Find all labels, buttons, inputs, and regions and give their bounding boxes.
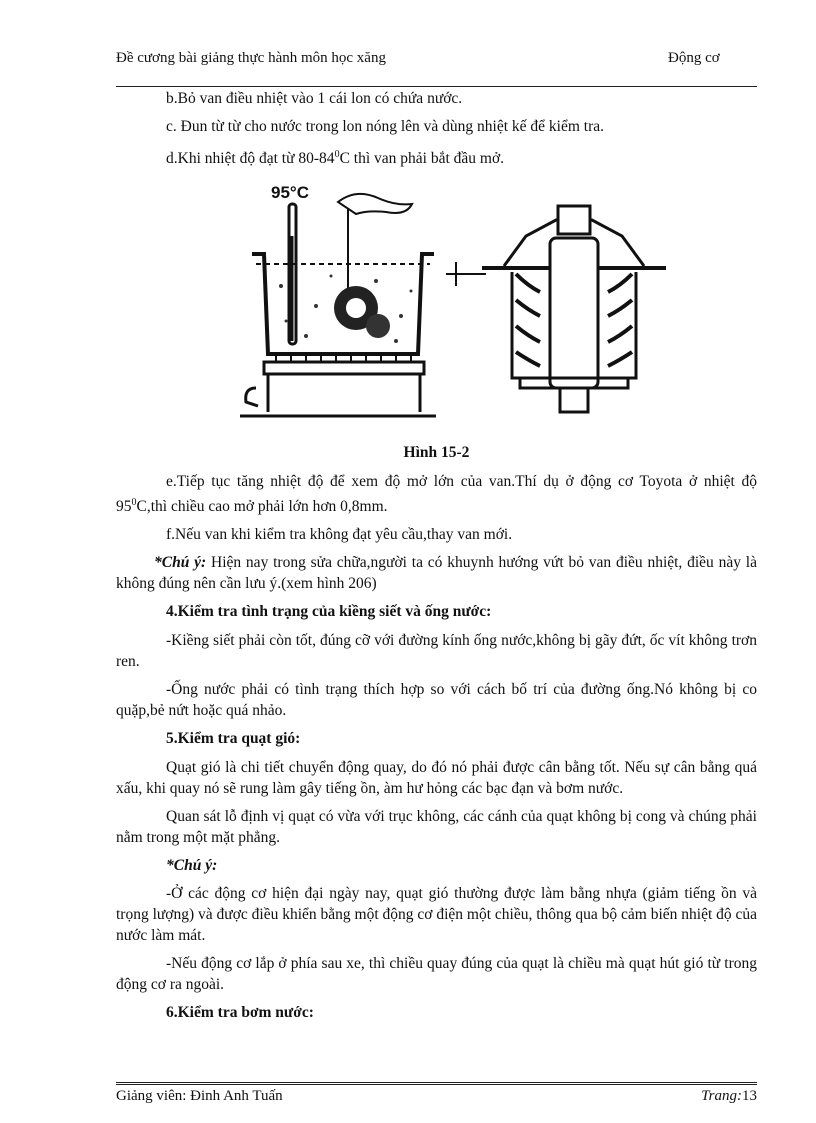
thermostat-cutaway-icon [446,206,666,412]
step-d [116,144,757,169]
step-d-text-end: C thì van phải bắt đầu mở. [339,150,505,168]
page-label: Trang: [701,1088,742,1104]
footer-rule [116,1082,757,1085]
section-5-note-label [116,855,757,876]
degree-sup: 0 [334,149,340,160]
section-5-heading: 5.Kiểm tra quạt gió: [166,730,301,748]
step-e-text-end: C,thì chiều cao mở phải lớn hơn 0,8mm. [136,498,388,516]
section-5-paragraph-2: Quan sát lỗ định vị quạt có vừa với trục không, các cánh của quạt không bị cong và chúng phải nằm trong một mặt phẳng. [116,808,757,847]
step-e [116,471,757,517]
stove-burner-icon [264,362,424,374]
header-course-title: Đề cương bài giảng thực hành môn học xăng [116,50,386,66]
page-footer [116,1088,757,1105]
step-c: c. Đun từ từ cho nước trong lon nóng lên và dùng nhiệt kế để kiểm tra. [166,118,605,135]
section-5-paragraph-4: -Nếu động cơ lắp ở phía sau xe, thì chiều quay đúng của quạt là chiều mà quạt hút gió từ trong động cơ ra ngoài. [116,955,757,994]
temperature-label: 95°C [271,183,309,203]
thermostat-illustration [116,176,757,438]
step-d-text: d.Khi nhiệt độ đạt từ 80-84 [166,150,335,168]
page-number: 13 [742,1088,757,1104]
footer-lecturer: Giảng viên: Đinh Anh Tuấn [116,1088,283,1104]
step-f: f.Nếu van khi kiểm tra không đạt yêu cầu,thay van mới. [166,526,513,544]
section-4-paragraph-1: -Kiềng siết phải còn tốt, đúng cỡ với đường kính ống nước,không bị gãy đứt, ốc vít không trơn ren. [116,632,757,671]
note-label: *Chú ý: [154,554,207,572]
section-6-heading: 6.Kiểm tra bơm nước: [166,1004,314,1022]
section-5-paragraph-1: Quạt gió là chi tiết chuyển động quay, do đó nó phải được cân bằng tốt. Nếu sự cân bằng quá xấu, khi quay nó sẽ rung làm gây tiếng ồn, àm hư hỏng các bạc đạn và bơm nước. [116,759,757,798]
section-4-paragraph-2: -Ống nước phải có tình trạng thích hợp so với cách bố trí của đường ống.Nó không bị co quặp,bẻ nứt hoặc quá nhảo. [116,681,757,720]
step-b: b.Bỏ van điều nhiệt vào 1 cái lon có chứa nước. [166,90,463,107]
thermostat-test-figure [116,176,757,438]
degree-sup: 0 [131,497,137,509]
note-label: *Chú ý: [166,857,218,875]
header-subject: Động cơ [668,50,720,66]
header-rule [116,86,757,87]
step-e-text: e.Tiếp tục tăng nhiệt độ để xem độ mở lớn của van.Thí dụ ở động cơ Toyota ở nhiệt độ 95 [116,473,757,516]
footer-page-number [701,1088,757,1105]
section-5-paragraph-3: -Ở các động cơ hiện đại ngày nay, quạt gió thường được làm bằng nhựa (giảm tiếng ồn và trọng lượng) và được điều khiển bằng một động cơ điện một chiều, thông qua bộ cảm biến nhiệt độ của nước làm mát. [116,885,758,945]
page-content [116,88,757,1031]
figure-caption: Hình 15-2 [403,444,470,462]
note-paragraph [116,552,757,594]
hand-icon [338,194,412,214]
note-text: Hiện nay trong sửa chữa,người ta có khuynh hướng vứt bỏ van điều nhiệt, điều này là không đúng nên cần lưu ý.(xem hình 206) [116,554,757,593]
section-4-heading: 4.Kiểm tra tình trạng của kiềng siết và ống nước: [166,603,492,621]
